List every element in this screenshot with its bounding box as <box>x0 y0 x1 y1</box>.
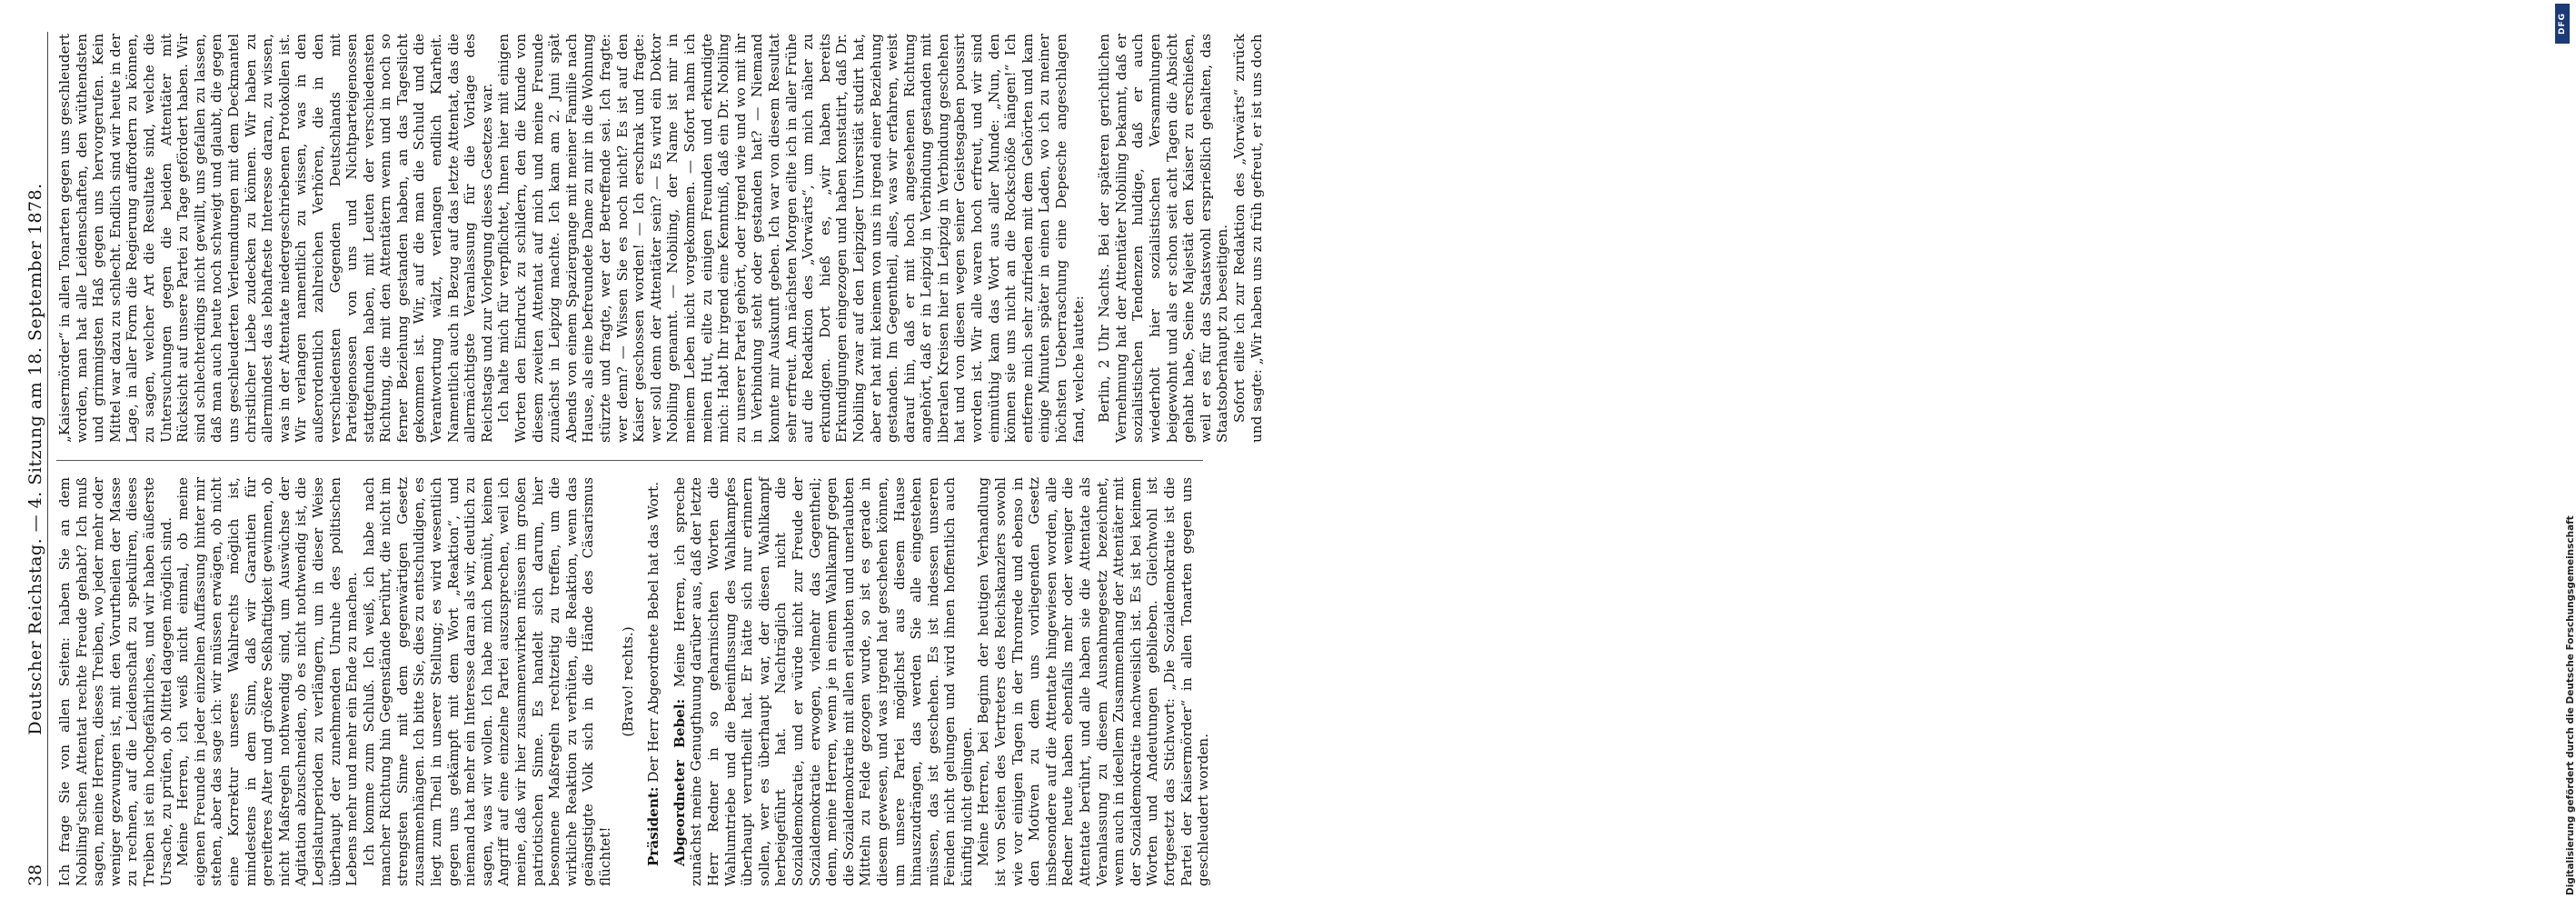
column-divider <box>56 460 1203 461</box>
paragraph-text: Meine Herren, ich spreche zunächst meine Genugthuung darüber aus, daß der letzte Herr Redner in so geharnischten Worten die Wahlumtriebe und die Beeinflussung des Wahlkampfes überhaupt verurtheilt hat. Er hätte sich nur erinnern sollen, wer es überhaupt war, der diesen Wahlkampf herbeigeführt hat. Nachträglich nicht die Sozialdemokratie, und er würde nicht zur Freude der Sozialdemokratie erwogen, vielmehr das Gegentheil; denn, meine Herren, wenn je in einem Wahlkampf gegen die Sozialdemokratie mit allen erlaubten und unerlaubten Mitteln zu Felde gezogen wurde, so ist es gerade in diesem gewesen, und was irgend hat geschehen können, um unsere Partei möglichst aus diesem Hause hinauszudrängen, das werden Sie alle eingestehen müssen, das ist geschehen. Es ist indessen unseren Feinden nicht gelungen und wird ihnen hoffentlich auch künftig nicht gelingen. <box>671 476 975 886</box>
applause-note: (Bravo! rechts.) <box>619 626 636 737</box>
digitization-sidebar <box>1270 0 2576 909</box>
speaker-label: Abgeordneter Bebel: <box>671 698 688 866</box>
digitization-credit: Digitalisierung gefördert durch die Deutsche Forschungsgemeinschaft <box>2565 515 2576 895</box>
page-number: 38 <box>25 864 45 886</box>
text-column-left <box>56 476 1212 886</box>
speaker-label: Präsident: <box>645 786 662 866</box>
paragraph: Sofort eilte ich zur Redaktion des „Vorwärts“ zurück und sagte: „Wir haben uns zu früh gefreut, er ist uns doch <box>1230 34 1265 443</box>
dfg-logo: DFG <box>2555 4 2570 44</box>
text-column-right <box>56 34 1265 443</box>
paragraph: Ich frage Sie von allen Seiten: haben Sie an dem Nobiling'schen Attentat rechte Freude gehabt? Ich muß sagen, meine Herren, dieses Treiben, wo jeder mehr oder weniger gezwungen ist, mit den Vorurtheilen der Masse zu rechnen, auf die Leidenschaft zu spekuliren, dieses Treiben ist ein hochgefährliches, und wir haben äußerste Ursache, zu prüfen, ob Mittel dagegen möglich sind. <box>56 477 174 886</box>
running-header <box>22 32 49 886</box>
paragraph: Meine Herren, bei Beginn der heutigen Verhandlung ist von Seiten des Vertreters des Reichskanzlers sowohl wie vor einigen Tagen in der Thronrede und ebenso in den Motiven zu dem uns vorliegenden Gesetz insbesondere auf die Attentate hingewiesen worden, alle Redner heute haben ebenfalls mehr oder weniger die Attentate berührt, und alle haben sie die Attentate als Veranlassung zu diesem Ausnahmegesetz bezeichnet, wenn auch in ideellem Zusammenhang der Attentäter mit der Sozialdemokratie nachweislich ist. Es ist bei keinem Worten und Andeutungen geblieben. Gleichwohl ist fortgesetzt das Stichwort: „Die Sozialdemokratie ist die Partei der Kaisermörder“ in allen Tonarten gegen uns geschleudert worden. <box>975 477 1212 886</box>
speaker-paragraph <box>671 477 976 886</box>
header-rule <box>47 32 48 886</box>
rotated-page <box>9 14 1265 904</box>
paragraph: Meine Herren, ich weiß nicht einmal, ob meine eigenen Freunde in jeder einzelnen Auffassung hinter mir stehen, aber das sage ich: wir müssen erwägen, ob nicht eine Korrektur unseres Wahlrechts möglich ist, mindestens in dem Sinn, daß wir Garantien für gereifteres Alter und größere Seßhaftigkeit gewinnen, ob nicht Maßregeln nothwendig sind, um Auswüchse der Agitation abzuschneiden, ob es nicht nothwendig ist, die Legislaturperioden zu verlängern, um in dieser Weise überhaupt der zunehmenden Unruhe des politischen Lebens mehr und mehr ein Ende zu machen. <box>174 477 361 886</box>
paragraph: Ich komme zum Schluß. Ich weiß, ich habe nach mancher Richtung hin Gegenstände berührt, die nicht im strengsten Sinne mit dem gegenwärtigen Gesetz zusammenhängen. Ich bitte Sie, dies zu entschuldigen, es liegt zum Theil in unserer Stellung; es wird wesentlich gegen uns gekämpft mit dem Wort „Reaktion“, und niemand hat mehr ein Interesse daran als wir, deutlich zu sagen, was wir wollen. Ich habe mich bemüht, keinen Angriff auf eine einzelne Partei auszusprechen, weil ich meine, daß wir hier zusammenwirken müssen im großen patriotischen Sinne. Es handelt sich darum, hier besonnene Maßregeln rechtzeitig zu treffen, um die wirkliche Reaktion zu verhüten, die Reaktion, wenn das geängstigte Volk sich in die Hände des Cäsarismus flüchtet! <box>360 477 613 886</box>
running-title: Deutscher Reichstag. — 4. Sitzung am 18. September 1878. <box>25 183 45 735</box>
speaker-paragraph <box>645 477 662 886</box>
paragraph: „Kaisermörder“ in allen Tonarten gegen uns geschleudert worden, man hat alle Leidenschaften, den wüthendsten und grimmigsten Haß gegen uns hervorgerufen. Kein Mittel war dazu zu schlecht. Endlich sind wir heute in der Lage, in aller Form die Regierung auffordern zu können, zu sagen, welcher Art die Resultate sind, welche die Untersuchungen gegen die beiden Attentäter mit Rücksicht auf unsere Partei zu Tage gefördert haben. Wir sind schlechterdings nicht gewillt, uns gefallen zu lassen, daß man auch heute noch schweigt und glaubt, die gegen uns geschleuderten Verleumdungen mit dem Deckmantel christlicher Liebe zudecken zu können. Wir haben zu allermindest das lebhafteste Interesse daran, zu wissen, was in der Attentate niedergeschriebenen Protokollen ist. Wir verlangen namentlich zu wissen, was in den außerordentlich zahlreichen Verhören, die in den verschiedensten Gegenden Deutschlands mit Parteigenossen von uns und Nichtparteigenossen stattgefunden haben, mit Leuten der verschiedensten Richtung, die mit den Attentätern wenn und in noch so ferner Beziehung gestanden haben, an das Tageslicht gekommen ist. Wir, auf die man die Schuld und die Verantwortung wälzt, verlangen endlich Klarheit. Namentlich auch in Bezug auf das letzte Attentat, das die allermächtigste Veranlassung für die Vorlage des Reichstags und zur Vorlegung dieses Gesetzes war. <box>56 34 495 443</box>
paragraph-text: Der Herr Abgeordnete Bebel hat das Wort. <box>645 481 662 783</box>
paragraph: Ich halte mich für verpflichtet, Ihnen hier mit einigen Worten den Eindruck zu schildern, den die Kunde von diesem zweiten Attentat auf mich und meine Freunde zunächst in Leipzig machte. Ich kam am 2. Juni spät Abends von einem Spaziergange mit meiner Familie nach Hause, als eine befreundete Dame zu mir in die Wohnung stürzte und fragte, wer der Betreffende sei. Ich fragte: wer denn? — Wissen Sie es noch nicht? Es ist auf den Kaiser geschossen worden! — Ich erschrak und fragte: wer soll denn der Attentäter sein? — Es wird ein Doktor Nobiling genannt. — Nobiling, der Name ist mir in meinem Leben nicht vorgekommen. — Sofort nahm ich meinen Hut, eilte zu einigen Freunden und erkundigte mich: Habt Ihr irgend eine Kenntniß, daß ein Dr. Nobiling zu unserer Partei gehört, oder irgend wie und wo mit ihr in Verbindung steht oder gestanden hat? — Niemand konnte mir Auskunft geben. Ich war von diesem Resultat sehr erfreut. Am nächsten Morgen eilte ich in aller Frühe auf die Redaktion des „Vorwärts“, um mich näher zu erkundigen. Dort hieß es, „wir haben bereits Erkundigungen eingezogen und haben konstatirt, daß Dr. Nobiling zwar auf den Leipziger Universität studirt hat, aber er hat mit keinem von uns in irgend einer Beziehung gestanden. Im Gegentheil, alles, was wir erfahren, weist darauf hin, daß er mit hoch angesehenen Richtung angehört, daß er in Leipzig in Verbindung gestanden mit liberalen Kreisen hier in Leipzig in Verbindung geschehen hat und von diesen wegen seiner Geistesgaben poussirt worden ist. Wir alle waren hoch erfreut, und wir sind einmüthig kam das Wort aus aller Munde: „Nun, den können sie uns nicht an die Rockschöße hängen!“ Ich entferne mich sehr zufrieden mit dem Gehörten und kam einige Minuten später in einen Laden, wo ich zu meiner höchsten Ueberraschung eine Depesche angeschlagen fand, welche lautete: <box>495 34 1087 443</box>
telegram-quote: Berlin, 2 Uhr Nachts. Bei der späteren gerichtlichen Vernehmung hat der Attentäter Nobiling bekannt, daß er sozialistischen Tendenzen huldige, daß er auch wiederholt hier sozialistischen Versammlungen beigewohnt und als er schon seit acht Tagen die Absicht gehabt habe, Seine Majestät den Kaiser zu erschießen, weil er es für das Staatswohl ersprießlich gehalten, das Staatsoberhaupt zu beseitigen. <box>1096 34 1231 443</box>
